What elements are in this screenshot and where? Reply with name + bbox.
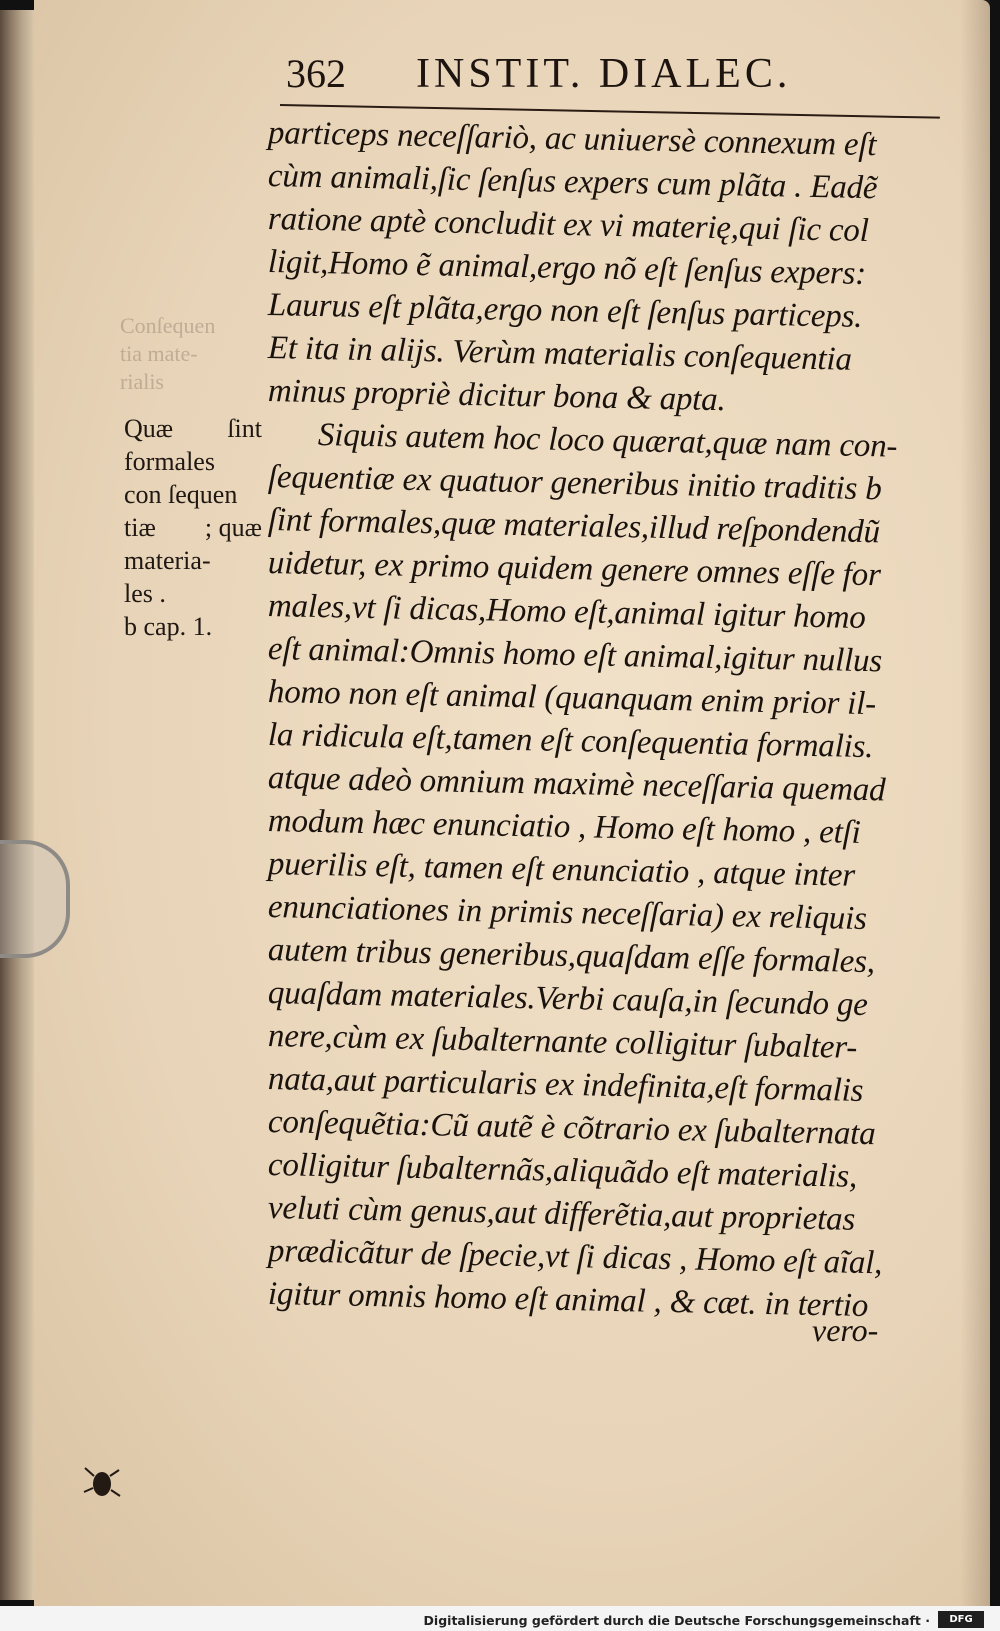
text-line: conſequẽtia:Cũ autẽ è cõtrario ex ſubalternata xyxy=(267,1104,876,1153)
text-line: ratione aptè concludit ex vi materię,qui ſic col xyxy=(267,201,869,250)
dfg-logo: DFG xyxy=(938,1611,984,1628)
clasp-ribbon xyxy=(0,840,70,958)
text-line: Laurus eſt plãta,ergo non eſt ſenſus particeps. xyxy=(267,287,863,335)
text-line: uidetur, ex primo quidem genere omnes eſſe for xyxy=(267,545,882,594)
text-line: nere,cùm ex ſubalternante colligitur ſubalter- xyxy=(267,1018,858,1066)
marginal-note xyxy=(124,412,274,643)
text-line: particeps neceſſariò, ac uniuersè connexum eſt xyxy=(267,115,877,164)
text-line: igitur omnis homo eſt animal , & cæt. in tertio xyxy=(267,1276,869,1325)
body-text xyxy=(267,112,958,1325)
text-line: prædicãtur de ſpecie,vt ſi dicas , Homo eſt aĩal, xyxy=(267,1233,883,1282)
running-title: INSTIT. DIALEC. xyxy=(416,51,792,97)
text-line: puerilis eſt, tamen eſt enunciatio , atque inter xyxy=(267,846,856,894)
page-number: 362 xyxy=(286,51,346,96)
text-line: enunciationes in primis neceſſaria) ex reliquis xyxy=(267,889,868,938)
marginal-word: Quæ xyxy=(124,414,174,443)
text-line: homo non eſt animal (quanquam enim prior il- xyxy=(267,674,877,723)
marginal-line: materia- xyxy=(124,546,211,575)
text-line: ſequentiæ ex quatuor generibus initio traditis b xyxy=(267,459,882,508)
text-line: colligitur ſubalternãs,aliquãdo eſt materialis, xyxy=(267,1147,858,1195)
text-line: ligit,Homo ẽ animal,ergo nõ eſt ſenſus expers: xyxy=(267,244,867,293)
text-line: ſint formales,quæ materiales,illud reſpondendũ xyxy=(267,502,881,551)
text-line: Et ita in alijs. Verùm materialis conſequentia xyxy=(267,330,853,378)
marginal-line-4 xyxy=(124,511,262,544)
text-line: males,vt ſi dicas,Homo eſt,animal igitur homo xyxy=(267,588,867,636)
marginal-line: formales xyxy=(124,447,215,476)
page-gutter-shadow xyxy=(960,0,990,1606)
bleed-through: Conſequen tia mate- rialis xyxy=(120,313,216,394)
book-edge xyxy=(0,10,34,1600)
marginal-line: les . xyxy=(124,579,166,608)
footer-band xyxy=(0,1606,1000,1631)
running-head xyxy=(286,44,946,104)
text-line: veluti cùm genus,aut differẽtia,aut proprietas xyxy=(267,1190,856,1238)
marginal-word: tiæ xyxy=(124,513,156,542)
text-line: autem tribus generibus,quaſdam eſſe formales, xyxy=(267,932,876,981)
text-line: nata,aut particularis ex indefinita,eſt formalis xyxy=(267,1061,864,1109)
marginal-line: b cap. 1. xyxy=(124,612,213,641)
text-line: atque adeò omnium maximè neceſſaria quemad xyxy=(267,760,886,809)
text-line: cùm animali,ſic ſenſus expers cum plãta . Eadẽ xyxy=(267,158,878,207)
marginal-line: con ſequen xyxy=(124,480,238,509)
text-line: eſt animal:Omnis homo eſt animal,igitur nullus xyxy=(267,631,883,680)
text-line: quaſdam materiales.Verbi cauſa,in ſecundo ge xyxy=(267,975,869,1024)
text-line: la ridicula eſt,tamen eſt conſequentia formalis. xyxy=(267,717,874,766)
catchword: vero- xyxy=(812,1312,879,1348)
text-line: modum hæc enunciatio , Homo eſt homo , etſi xyxy=(267,803,861,851)
insect-stain-icon xyxy=(82,1462,122,1506)
marginal-line-1 xyxy=(124,412,262,445)
text-line: Siquis autem hoc loco quærat,quæ nam con- xyxy=(317,417,898,465)
marginal-word: ; quæ xyxy=(204,513,262,542)
digitization-credit: Digitalisierung gefördert durch die Deutsche Forschungsgemeinschaft · xyxy=(423,1613,930,1628)
marginal-word: ſint xyxy=(227,414,262,443)
text-line: minus propriè dicitur bona & apta. xyxy=(267,373,726,419)
